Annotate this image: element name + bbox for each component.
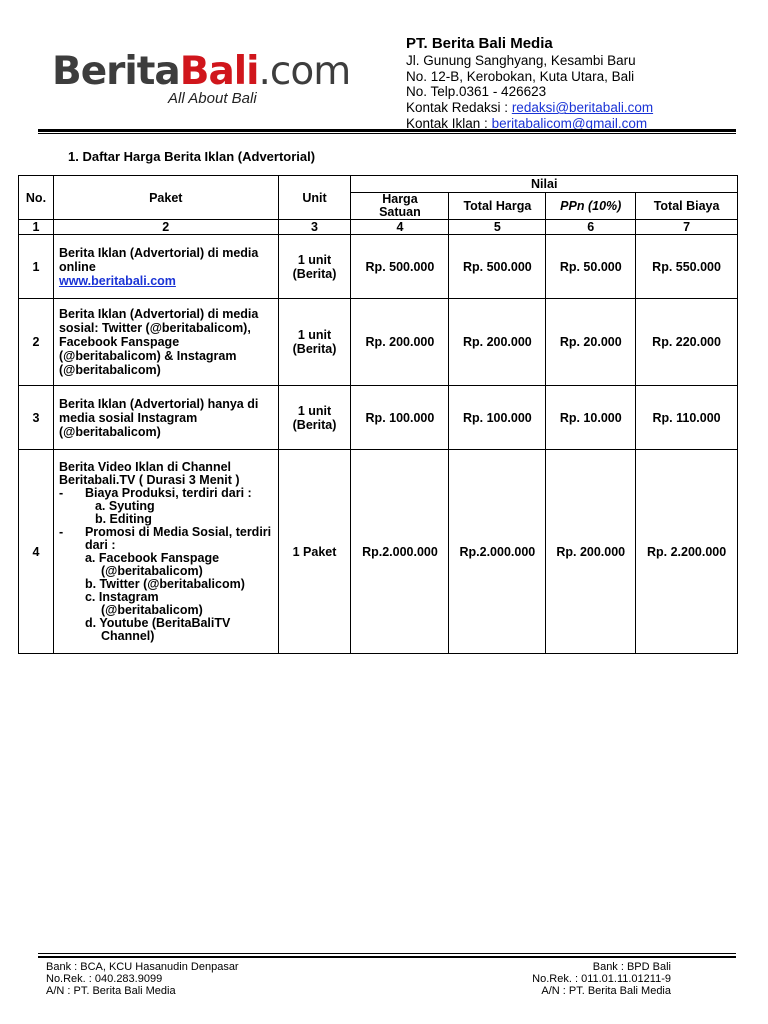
- section-title: 1. Daftar Harga Berita Iklan (Advertorial): [68, 149, 316, 164]
- row-paket: Berita Iklan (Advertorial) di media online www.beritabali.com: [53, 235, 278, 299]
- col-number: 7: [636, 220, 738, 235]
- header-ppn: PPn (10%): [546, 193, 636, 220]
- company-address-2: No. 12-B, Kerobokan, Kuta Utara, Bali: [406, 68, 635, 84]
- price-table: [18, 175, 738, 654]
- row-ppn: Rp. 50.000: [546, 235, 636, 299]
- row-total-biaya: Rp. 220.000: [636, 299, 738, 386]
- row-harga-satuan: Rp. 200.000: [351, 299, 449, 386]
- row-ppn: Rp. 10.000: [546, 386, 636, 450]
- row-harga-satuan: Rp.2.000.000: [351, 450, 449, 654]
- row-total-harga: Rp. 200.000: [449, 299, 546, 386]
- row-no: 1: [19, 235, 54, 299]
- header-no: No.: [19, 176, 54, 220]
- row-total-biaya: Rp. 550.000: [636, 235, 738, 299]
- header-unit: Unit: [278, 176, 351, 220]
- header-divider: [38, 129, 736, 134]
- row-total-biaya: Rp. 110.000: [636, 386, 738, 450]
- col-number: 5: [449, 220, 546, 235]
- iklan-email-link[interactable]: beritabalicom@gmail.com: [491, 115, 648, 131]
- column-number-row: [19, 220, 738, 235]
- row-unit: 1 unit (Berita): [278, 386, 351, 450]
- row-paket: Berita Video Iklan di Channel Beritabali.TV ( Durasi 3 Menit ) - Biaya Produksi, terdiri dari : a. Syuting b. Editing - Promosi di Media Sosial, terdiri dari : a. Facebook Fanspage (@beritabalicom) b. Twitter (@beritabalicom) c. Instagram (@beritabalicom) d. Youtube (BeritaBaliTV Channel): [53, 450, 278, 654]
- redaksi-email-link[interactable]: redaksi@beritabali.com: [511, 100, 654, 116]
- col-number: 4: [351, 220, 449, 235]
- row-no: 2: [19, 299, 54, 386]
- row-total-harga: Rp. 100.000: [449, 386, 546, 450]
- table-row: [19, 386, 738, 450]
- table-row: [19, 235, 738, 299]
- table-row: [19, 299, 738, 386]
- company-name: PT. Berita Bali Media: [406, 35, 553, 52]
- col-number: 3: [278, 220, 351, 235]
- row-total-biaya: Rp. 2.200.000: [636, 450, 738, 654]
- table-row: [19, 450, 738, 654]
- bank-info-bpd: Bank : BPD Bali No.Rek. : 011.01.11.01211-9 A/N : PT. Berita Bali Media: [532, 961, 671, 997]
- row-no: 4: [19, 450, 54, 654]
- row-harga-satuan: Rp. 100.000: [351, 386, 449, 450]
- row-ppn: Rp. 200.000: [546, 450, 636, 654]
- website-link[interactable]: www.beritabali.com: [58, 273, 176, 288]
- row-harga-satuan: Rp. 500.000: [351, 235, 449, 299]
- bank-info-bca: Bank : BCA, KCU Hasanudin Denpasar No.Rek. : 040.283.9099 A/N : PT. Berita Bali Media: [46, 961, 239, 997]
- contact-iklan: Kontak Iklan : beritabalicom@gmail.com: [406, 115, 648, 131]
- company-info: [406, 36, 653, 132]
- row-no: 3: [19, 386, 54, 450]
- row-ppn: Rp. 20.000: [546, 299, 636, 386]
- company-address-1: Jl. Gunung Sanghyang, Kesambi Baru: [406, 52, 636, 68]
- header-paket: Paket: [53, 176, 278, 220]
- logo-tagline: All About Bali: [168, 90, 257, 107]
- row-unit: 1 unit (Berita): [278, 235, 351, 299]
- logo: [52, 46, 392, 116]
- col-number: 6: [546, 220, 636, 235]
- company-phone: No. Telp.0361 - 426623: [406, 84, 547, 100]
- header-harga-satuan: Harga Satuan: [351, 193, 449, 220]
- row-total-harga: Rp. 500.000: [449, 235, 546, 299]
- col-number: 2: [53, 220, 278, 235]
- col-number: 1: [19, 220, 54, 235]
- logo-wordmark: BeritaBali.com: [52, 49, 351, 94]
- header-total-biaya: Total Biaya: [636, 193, 738, 220]
- header-nilai: Nilai: [351, 176, 738, 193]
- row-unit: 1 Paket: [278, 450, 351, 654]
- row-total-harga: Rp.2.000.000: [449, 450, 546, 654]
- footer-divider: [38, 953, 736, 958]
- row-paket: Berita Iklan (Advertorial) di media sosial: Twitter (@beritabalicom), Facebook Fanspage (@beritabalicom) & Instagram (@beritabalicom): [53, 299, 278, 386]
- row-paket: Berita Iklan (Advertorial) hanya di media sosial Instagram (@beritabalicom): [53, 386, 278, 450]
- contact-redaksi: Kontak Redaksi : redaksi@beritabali.com: [406, 100, 654, 116]
- header-total-harga: Total Harga: [449, 193, 546, 220]
- row-unit: 1 unit (Berita): [278, 299, 351, 386]
